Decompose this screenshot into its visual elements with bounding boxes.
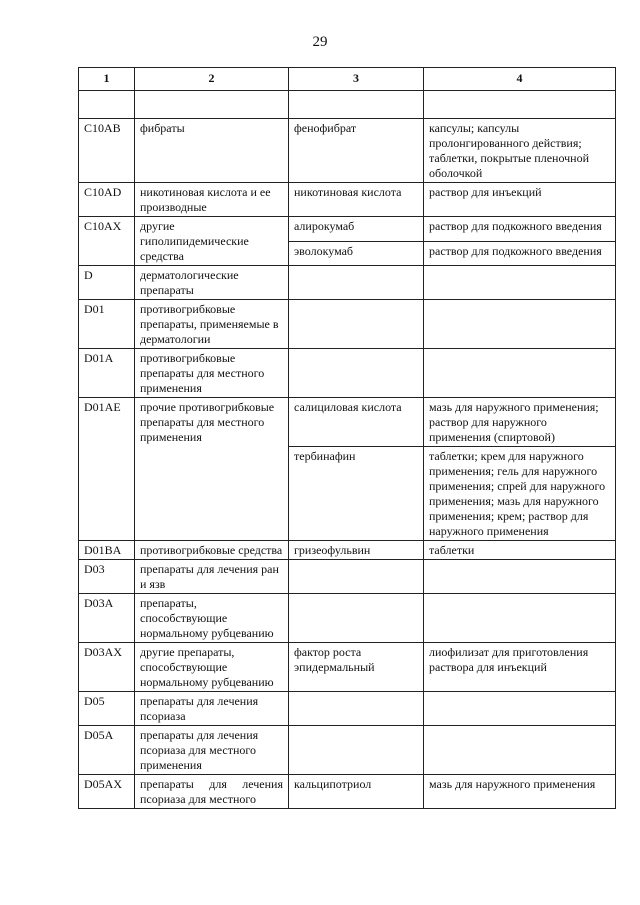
dosage-form-cell: мазь для наружного применения <box>424 775 616 809</box>
spacer-cell <box>424 91 616 119</box>
table-row <box>79 594 616 643</box>
dosage-form-cell <box>424 349 616 398</box>
drug-name-cell: салициловая кислота <box>289 398 424 447</box>
dosage-form-cell: раствор для подкожного введения <box>424 217 616 242</box>
drug-name-cell <box>289 349 424 398</box>
atc-code-cell: D01A <box>79 349 135 398</box>
dosage-form-cell: раствор для подкожного введения <box>424 241 616 266</box>
drug-name-cell: никотиновая кислота <box>289 183 424 217</box>
table-row <box>79 692 616 726</box>
group-name-cell: противогрибковые средства <box>135 541 289 560</box>
drug-name-cell: гризеофульвин <box>289 541 424 560</box>
group-name-cell: препараты для лечения псориаза для местного применения <box>135 726 289 775</box>
group-name-cell: никотиновая кислота и ее производные <box>135 183 289 217</box>
drug-name-cell: кальципотриол <box>289 775 424 809</box>
atc-code-cell: D01 <box>79 300 135 349</box>
atc-code-cell: C10AB <box>79 119 135 183</box>
group-name-cell: дерматологические препараты <box>135 266 289 300</box>
drug-name-cell <box>289 300 424 349</box>
atc-code-cell: D05 <box>79 692 135 726</box>
table-row <box>79 775 616 809</box>
atc-code-cell: C10AD <box>79 183 135 217</box>
table-row <box>79 183 616 217</box>
atc-code-cell: C10AX <box>79 217 135 266</box>
atc-code-cell: D05A <box>79 726 135 775</box>
table-row <box>79 726 616 775</box>
header-col-3: 3 <box>289 68 424 91</box>
table-row <box>79 398 616 447</box>
header-col-4: 4 <box>424 68 616 91</box>
dosage-form-cell: мазь для наружного применения; раствор для наружного применения (спиртовой) <box>424 398 616 447</box>
dosage-form-cell <box>424 692 616 726</box>
dosage-form-cell <box>424 300 616 349</box>
group-name-cell: препараты, способствующие нормальному рубцеванию <box>135 594 289 643</box>
dosage-form-cell: таблетки <box>424 541 616 560</box>
spacer-cell <box>289 91 424 119</box>
table-row <box>79 217 616 242</box>
spacer-cell <box>79 91 135 119</box>
atc-code-cell: D03AX <box>79 643 135 692</box>
header-col-1: 1 <box>79 68 135 91</box>
group-name-cell: противогрибковые препараты, применяемые в дерматологии <box>135 300 289 349</box>
group-name-cell: другие препараты, способствующие нормальному рубцеванию <box>135 643 289 692</box>
group-name-cell: противогрибковые препараты для местного применения <box>135 349 289 398</box>
drug-name-cell: тербинафин <box>289 447 424 541</box>
dosage-form-cell: таблетки; крем для наружного применения; гель для наружного применения; спрей для наружного применения; мазь для наружного применения; крем; раствор для наружного применения <box>424 447 616 541</box>
header-col-2: 2 <box>135 68 289 91</box>
atc-code-cell: D05AX <box>79 775 135 809</box>
drug-name-cell <box>289 692 424 726</box>
drug-classification-table <box>78 67 616 809</box>
drug-name-cell <box>289 266 424 300</box>
spacer-row <box>79 91 616 119</box>
table-row <box>79 643 616 692</box>
drug-name-cell: эволокумаб <box>289 241 424 266</box>
table-row <box>79 560 616 594</box>
group-name-cell: прочие противогрибковые препараты для местного применения <box>135 398 289 541</box>
group-name-cell: препараты для лечения ран и язв <box>135 560 289 594</box>
table-row <box>79 266 616 300</box>
table-body <box>79 119 616 809</box>
table-row <box>79 349 616 398</box>
drug-name-cell: фактор роста эпидермальный <box>289 643 424 692</box>
dosage-form-cell <box>424 594 616 643</box>
drug-name-cell <box>289 560 424 594</box>
atc-code-cell: D <box>79 266 135 300</box>
atc-code-cell: D01BA <box>79 541 135 560</box>
dosage-form-cell: раствор для инъекций <box>424 183 616 217</box>
page-number: 29 <box>312 34 328 50</box>
atc-code-cell: D03A <box>79 594 135 643</box>
drug-name-cell: алирокумаб <box>289 217 424 242</box>
dosage-form-cell <box>424 266 616 300</box>
dosage-form-cell <box>424 726 616 775</box>
drug-name-cell <box>289 726 424 775</box>
drug-name-cell <box>289 594 424 643</box>
table-row <box>79 119 616 183</box>
table-row <box>79 300 616 349</box>
dosage-form-cell: капсулы; капсулы пролонгированного действия; таблетки, покрытые пленочной оболочкой <box>424 119 616 183</box>
dosage-form-cell <box>424 560 616 594</box>
group-name-cell: препараты для лечения псориаза для местного <box>135 775 289 809</box>
atc-code-cell: D03 <box>79 560 135 594</box>
group-name-cell: другие гиполипидемические средства <box>135 217 289 266</box>
group-name-cell: фибраты <box>135 119 289 183</box>
atc-code-cell: D01AE <box>79 398 135 541</box>
spacer-cell <box>135 91 289 119</box>
group-name-cell: препараты для лечения псориаза <box>135 692 289 726</box>
header-row <box>79 68 616 91</box>
drug-name-cell: фенофибрат <box>289 119 424 183</box>
dosage-form-cell: лиофилизат для приготовления раствора для инъекций <box>424 643 616 692</box>
table-row <box>79 541 616 560</box>
